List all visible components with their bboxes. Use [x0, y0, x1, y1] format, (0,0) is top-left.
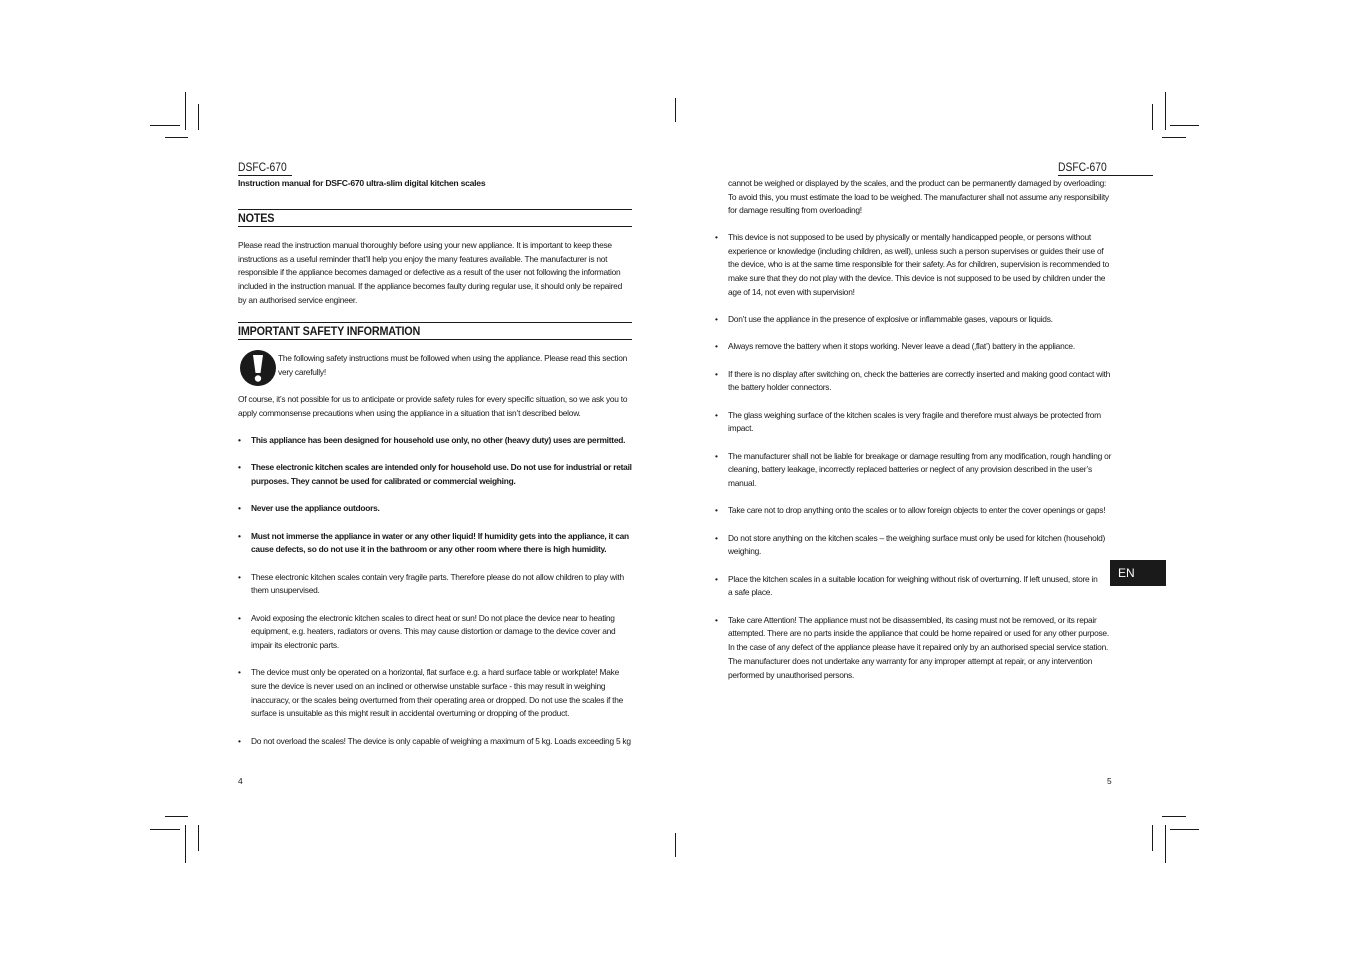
list-item: • Place the kitchen scales in a suitable location for weighing without risk of overturning. If left unused, store in a safe place. — [715, 573, 1098, 598]
safety-rule — [238, 322, 632, 323]
list-item: • Do not overload the scales! The device is only capable of weighing a maximum of 5 kg. Loads exceeding 5 kg — [238, 735, 631, 746]
list-item: • The glass weighing surface of the kitchen scales is very fragile and therefore must always be protected from impact. — [715, 409, 1101, 434]
list-item: • Avoid exposing the electronic kitchen scales to direct heat or sun! Do not place the device near to heating equipment, e.g. heaters, radiators or ovens. This may cause distortion or damage to the device cover and impair its electronic parts. — [238, 612, 616, 650]
list-item: • This appliance has been designed for household use only, no other (heavy duty) uses are permitted. — [238, 435, 626, 445]
list-item: • These electronic kitchen scales are intended only for household use. Do not use for industrial or retail purposes. They cannot be used for calibrated or commercial weighing. — [238, 462, 632, 486]
header-rule — [238, 175, 292, 176]
list-item: • Must not immerse the appliance in water or any other liquid! If humidity gets into the appliance, it can cause defects, so do not use it in the bathroom or any other room where there is high humidity. — [238, 530, 629, 555]
safety-list-left — [238, 434, 632, 748]
notes-paragraph: Please read the instruction manual thoroughly before using your new appliance. It is important to keep these instructions as a useful reminder that’ll help you enjoy the many features available. The manufacturer is not responsible if the appliance becomes damaged or defective as a result of the user not following the information included in the instruction manual. If the appliance becomes faulty during regular use, it should only be repaired by an authorised service engineer. — [238, 240, 622, 305]
notes-underline — [238, 226, 632, 227]
safety-list-right — [715, 231, 1112, 682]
page-number-right: 5 — [1107, 776, 1112, 786]
model-name-header: DSFC-670 — [1058, 160, 1107, 174]
notes-rule — [238, 209, 632, 210]
list-item: • Take care not to drop anything onto the scales or to allow foreign objects to enter the cover openings or gaps! — [715, 505, 1106, 516]
page-number-left: 4 — [238, 776, 243, 786]
document-subtitle: Instruction manual for DSFC-670 ultra-slim digital kitchen scales — [238, 178, 486, 188]
safety-heading: IMPORTANT SAFETY INFORMATION — [238, 324, 421, 338]
safety-underline — [238, 339, 632, 340]
list-item: • These electronic kitchen scales contain very fragile parts. Therefore please do not allow children to play with them unsupervised. — [238, 571, 624, 596]
header-rule — [1058, 175, 1153, 176]
warning-text: The following safety instructions must be followed when using the appliance. Please read this section very carefully! — [278, 353, 628, 377]
list-item: • Never use the appliance outdoors. — [238, 503, 380, 514]
language-tab: EN — [1110, 560, 1166, 586]
exclamation-icon — [240, 350, 276, 386]
list-item: • Take care Attention! The appliance must not be disassembled, its casing must not be removed, or its repair attempted. There are no parts inside the appliance that could be home repaired or used for any other purpose. In the case of any defect of the appliance please have it repaired only by an authorised special service station. The manufacturer does not undertake any warranty for any improper attempt at repair, or any intervention performed by unauthorised persons. — [715, 614, 1109, 680]
notes-heading: NOTES — [238, 211, 275, 225]
intro-paragraph: Of course, it’s not possible for us to anticipate or provide safety rules for every specific situation, so we ask you to apply commonsense precautions when using the appliance in a situation that isn’t described below. — [238, 394, 628, 418]
list-item: • The manufacturer shall not be liable for breakage or damage resulting from any modification, rough handling or cleaning, battery leakage, incorrectly replaced batteries or neglect of any provision described in the user’s manual. — [715, 450, 1112, 489]
list-item: • This device is not supposed to be used by physically or mentally handicapped people, or persons without experience or knowledge (including children, as well), unless such a person supervises or guides their use of the device, who is at the same time responsible for their safety. As for children, supervision is recommended to make sure that they do not play with the device. This device is not supposed to be used by children under the age of 14, not even with supervision! — [715, 232, 1110, 297]
list-item: • If there is no display after switching on, check the batteries are correctly inserted and making good contact with the battery holder connectors. — [715, 368, 1111, 393]
list-item: • Always remove the battery when it stops working. Never leave a dead (‚flat’) battery in the appliance. — [715, 341, 1075, 352]
model-name-header: DSFC-670 — [238, 160, 287, 174]
list-item: • Do not store anything on the kitchen scales – the weighing surface must only be used for kitchen (household) weighing. — [715, 532, 1106, 557]
continuation-paragraph: cannot be weighed or displayed by the scales, and the product can be permanently damaged by overloading: To avoid this, you must estimate the load to be weighed. The manufacturer shall not assume any responsibility for damage resulting from overloading! — [728, 178, 1109, 216]
list-item: • Don’t use the appliance in the presence of explosive or inflammable gases, vapours or liquids. — [715, 314, 1053, 325]
list-item: • The device must only be operated on a horizontal, flat surface e.g. a hard surface table or workplate! Make sure the device is never used on an inclined or otherwise unstable surface - this may result in weighing inaccuracy, or the scales being overturned from their operating area or dropped. Do not use the scales if the surface is unsuitable as this might result in accidental overturning or dropping of the product. — [238, 667, 624, 719]
